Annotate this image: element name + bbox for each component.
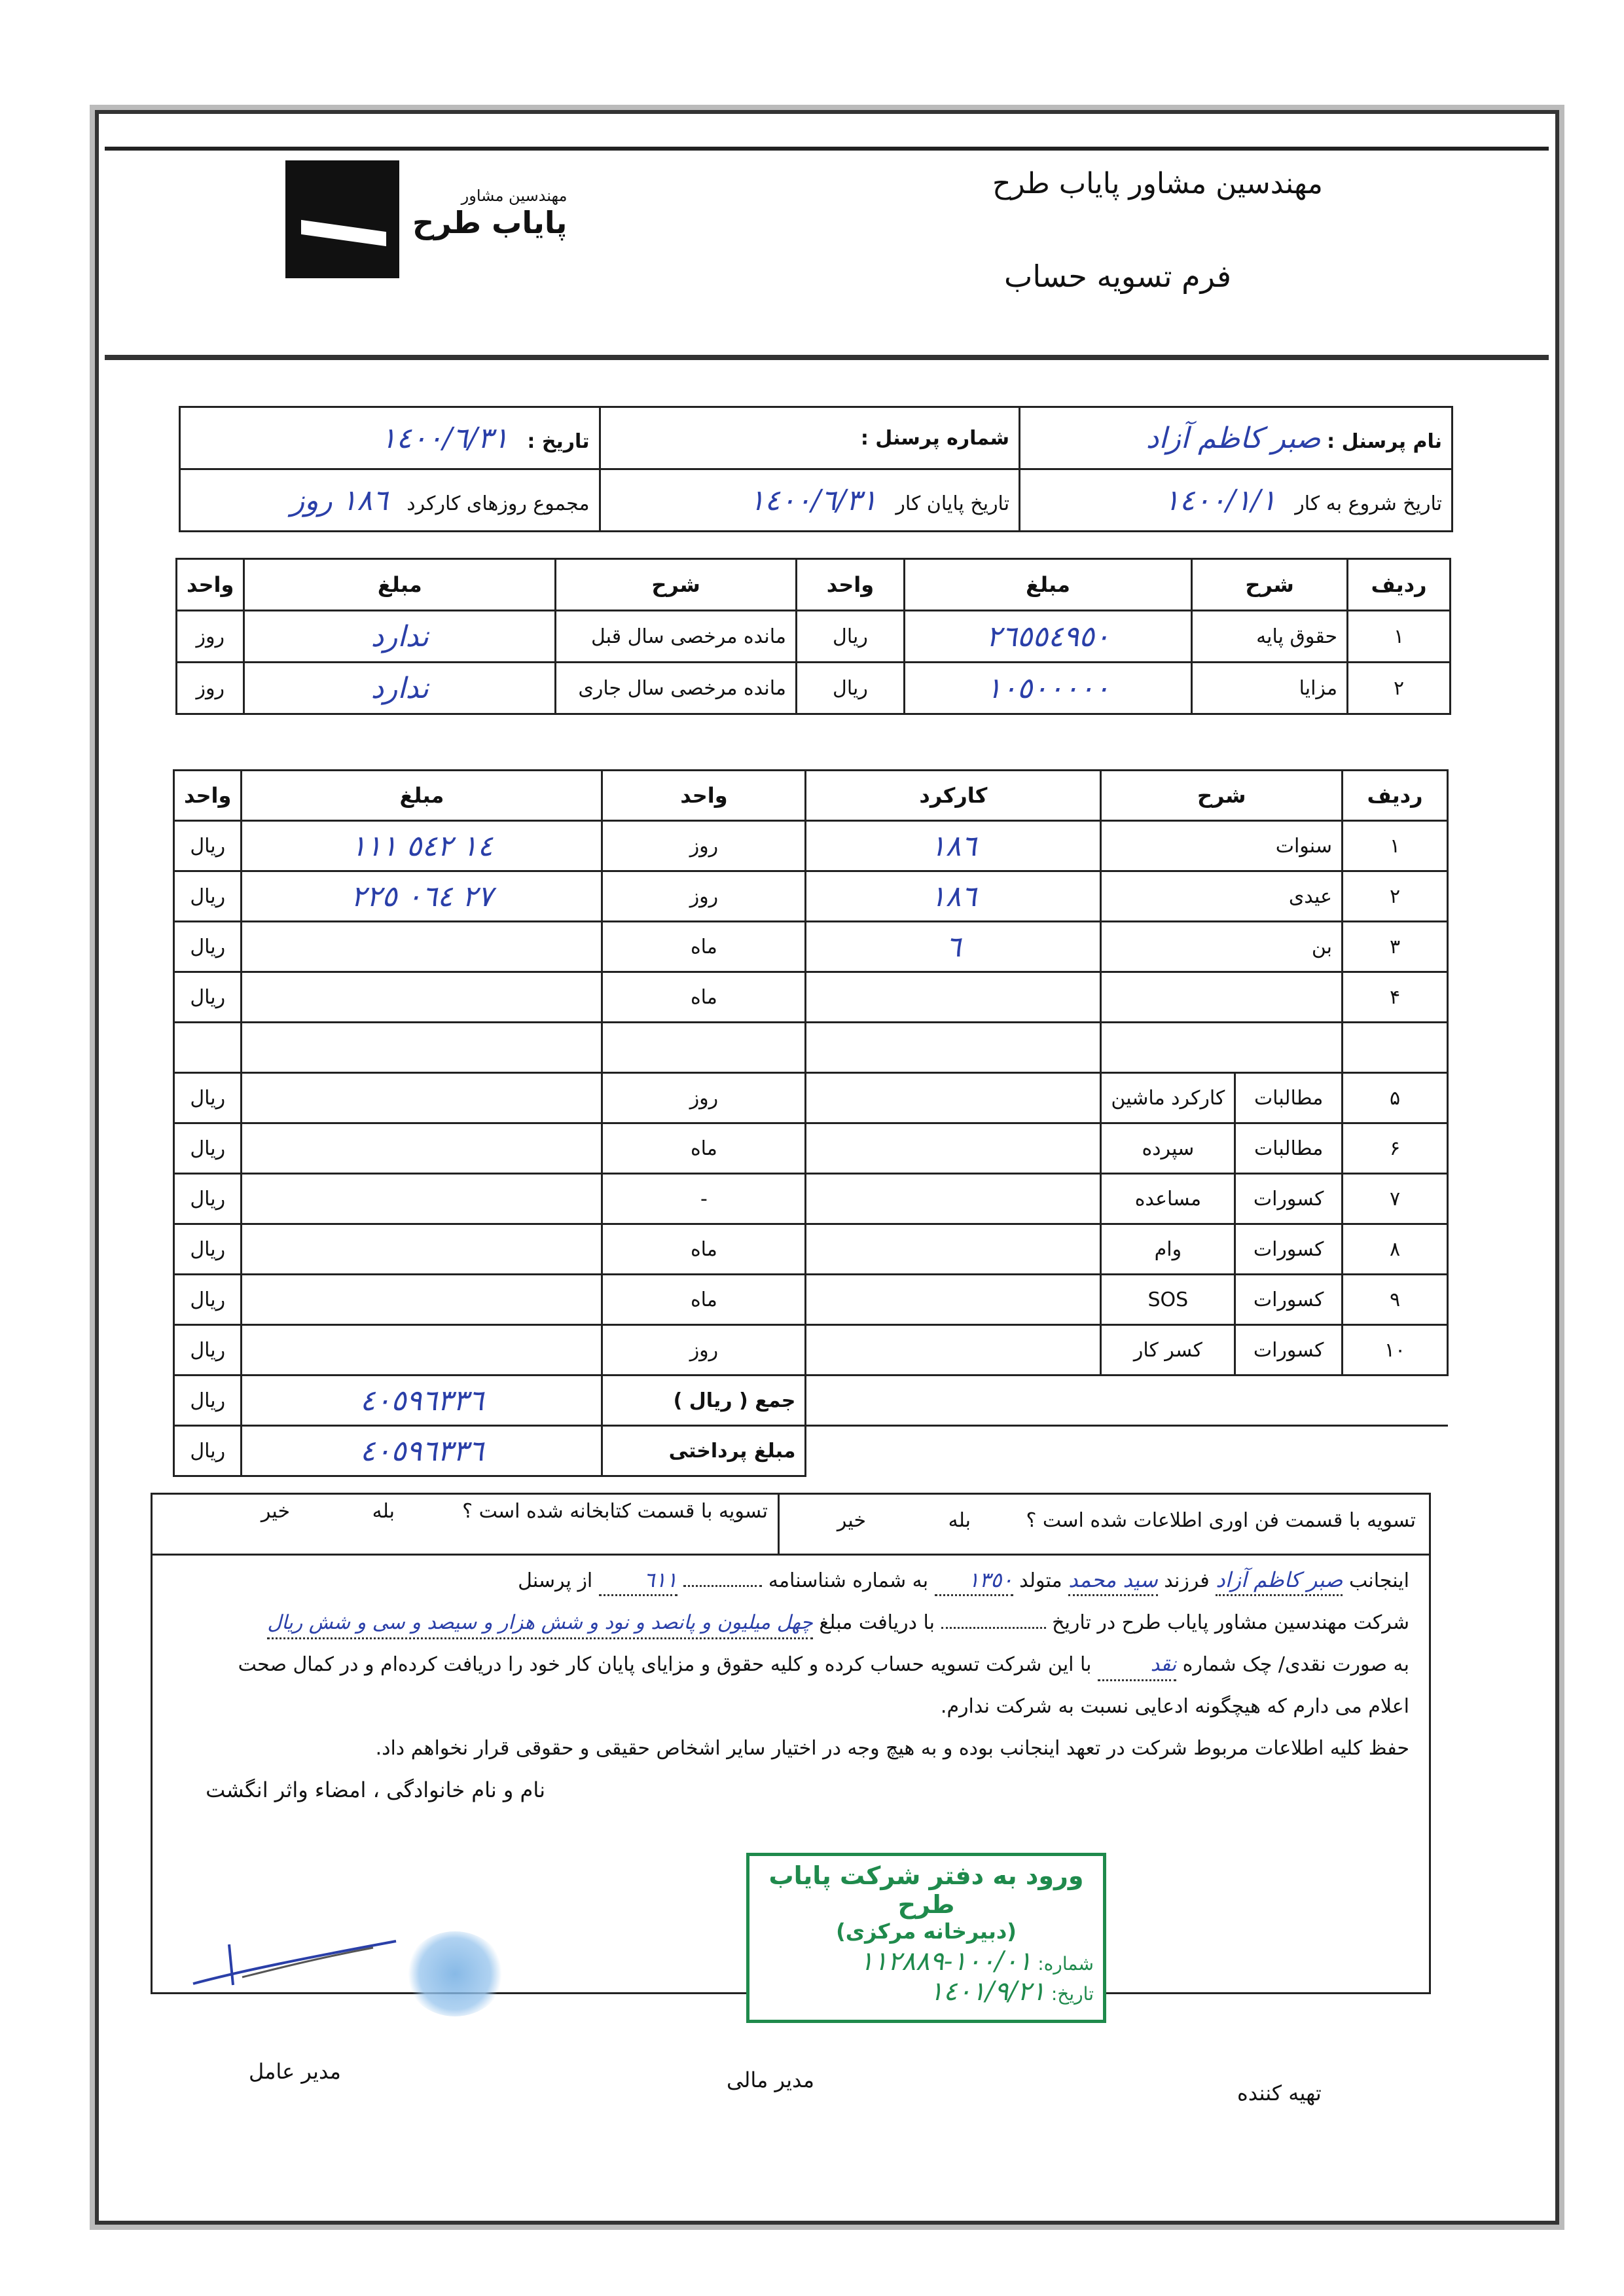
row-work — [806, 1073, 1101, 1123]
table-row — [174, 1123, 1448, 1174]
row-work: ١٨٦ — [806, 871, 1101, 922]
total-row-value: ٤٠٥٩٦٣٣٦ — [242, 1376, 602, 1426]
row-no: ١ — [1343, 821, 1448, 871]
row-unit: ماه — [602, 1123, 806, 1174]
row-unit-2: ریال — [174, 972, 242, 1023]
paid-row-value: ٤٠٥٩٦٣٣٦ — [242, 1426, 602, 1476]
total-row-unit: ریال — [174, 1376, 242, 1426]
total-row-label: جمع ( ریال ) — [602, 1376, 806, 1426]
row-unit: روز — [602, 821, 806, 871]
row-amount-2: ندارد — [244, 663, 556, 714]
row-no — [1343, 1023, 1448, 1073]
row-no: ٢ — [1348, 663, 1451, 714]
row-desc: سپرده — [1101, 1123, 1235, 1174]
library-clearance-question: تسویه با قسمت کتابخانه شده است ؟ — [462, 1500, 768, 1523]
row-unit — [602, 1023, 806, 1073]
stamp-subtitle: (دبیرخانه مرکزی) — [836, 1919, 1017, 1944]
row-amount — [242, 922, 602, 972]
row-unit: ماه — [602, 972, 806, 1023]
header-desc: شرح — [1192, 559, 1348, 611]
row-desc: سنوات — [1101, 821, 1343, 871]
row-unit: ماه — [602, 1275, 806, 1325]
personnel-info-table — [179, 406, 1453, 532]
row-work — [806, 1023, 1101, 1073]
paid-row-unit: ریال — [174, 1426, 242, 1476]
row-unit-2: روز — [177, 611, 244, 663]
company-logo-icon — [285, 160, 399, 278]
library-no-option[interactable]: خیر — [261, 1500, 290, 1523]
row-desc: بن — [1101, 922, 1343, 972]
statement-line-3: به صورت نقدی/ چک شماره نقد با این شرکت تسویه حساب کرده و کلیه حقوق و مزایای پایان کار خود را دریافت کرده‌ام و در کمال صحت — [179, 1644, 1409, 1686]
total-row — [174, 1376, 1448, 1426]
row-work — [806, 1325, 1101, 1376]
start-date-cell: تاریخ شروع به کار ١٤٠٠/١/١ — [1020, 469, 1453, 532]
row-no: ١٠ — [1343, 1325, 1448, 1376]
row-unit: ریال — [796, 663, 904, 714]
stamp-title: ورود به دفتر شرکت پایاب طرح — [768, 1861, 1084, 1919]
signature-icon — [190, 1938, 399, 1987]
row-unit-2: ریال — [174, 821, 242, 871]
it-yes-option[interactable]: بله — [948, 1509, 971, 1532]
header-unit: واحد — [602, 771, 806, 821]
table-row — [174, 1174, 1448, 1224]
paid-row — [174, 1426, 1448, 1476]
row-desc-2: مانده مرخصی سال قبل — [556, 611, 797, 663]
row-amount — [242, 1023, 602, 1073]
header-unit: واحد — [796, 559, 904, 611]
stamp-date: تاریخ: ١٤٠١/٩/٢١ — [929, 1977, 1094, 2007]
row-category: کسورات — [1235, 1174, 1343, 1224]
row-unit: روز — [602, 871, 806, 922]
row-unit: روز — [602, 1073, 806, 1123]
table-row — [174, 871, 1448, 922]
row-desc: مزایا — [1192, 663, 1348, 714]
header-desc: شرح — [1101, 771, 1343, 821]
name-cell: نام پرسنل : صبر کاظم آزاد — [1020, 407, 1453, 469]
row-unit: روز — [602, 1325, 806, 1376]
paid-row-label: مبلغ پرداختی — [602, 1426, 806, 1476]
row-unit: - — [602, 1174, 806, 1224]
row-desc: حقوق پایه — [1192, 611, 1348, 663]
table-row — [177, 663, 1451, 714]
row-amount — [242, 1073, 602, 1123]
row-work — [806, 1275, 1101, 1325]
row-unit-2: روز — [177, 663, 244, 714]
row-amount-2: ندارد — [244, 611, 556, 663]
row-no: ۵ — [1343, 1073, 1448, 1123]
header-unit-2: واحد — [177, 559, 244, 611]
row-unit-2: ریال — [174, 1275, 242, 1325]
finance-signature-label: مدیر مالی — [727, 2068, 814, 2092]
row-desc: SOS — [1101, 1275, 1235, 1325]
it-no-option[interactable]: خیر — [837, 1509, 866, 1532]
table-row — [174, 1224, 1448, 1275]
row-unit-2: ریال — [174, 1325, 242, 1376]
header-row-no: ردیف — [1343, 771, 1448, 821]
row-unit: ماه — [602, 922, 806, 972]
row-amount — [242, 972, 602, 1023]
row-amount — [242, 1275, 602, 1325]
row-no: ٣ — [1343, 922, 1448, 972]
stamp-number: شماره: ١٠٠/٠١-١١٢٨٨٩ — [859, 1946, 1094, 1977]
table-row — [174, 972, 1448, 1023]
row-work — [806, 1224, 1101, 1275]
library-yes-option[interactable]: بله — [372, 1500, 395, 1523]
row-amount: ١٤ ٥٤٢ ١١١ — [242, 821, 602, 871]
empty-cell — [806, 1426, 1448, 1476]
row-desc-2: مانده مرخصی سال جاری — [556, 663, 797, 714]
date-cell: تاریخ : ١٤٠٠/٦/٣١ — [180, 407, 600, 469]
row-amount — [242, 1325, 602, 1376]
row-unit-2: ریال — [174, 871, 242, 922]
preparer-signature-label: تهیه کننده — [1237, 2081, 1322, 2105]
company-name: مهندسین مشاور پایاب طرح — [992, 167, 1323, 200]
table-row — [174, 1023, 1448, 1073]
form-title: فرم تسویه حساب — [1004, 259, 1231, 294]
header-amount: مبلغ — [242, 771, 602, 821]
row-desc: وام — [1101, 1224, 1235, 1275]
table-row — [174, 922, 1448, 972]
table-row — [177, 611, 1451, 663]
row-unit: ماه — [602, 1224, 806, 1275]
row-no: ١ — [1348, 611, 1451, 663]
row-no: ٧ — [1343, 1174, 1448, 1224]
row-work — [806, 1123, 1101, 1174]
statement-line-1: اینجانب صبر کاظم آزاد فرزند سید محمد متولد ١٣٥٠ به شماره شناسنامه ٦١١ از پرسنل — [179, 1560, 1409, 1602]
row-category: کسورات — [1235, 1275, 1343, 1325]
row-category: مطالبات — [1235, 1073, 1343, 1123]
row-category: کسورات — [1235, 1325, 1343, 1376]
row-no: ۶ — [1343, 1123, 1448, 1174]
row-desc — [1101, 1023, 1343, 1073]
empty-cell — [806, 1376, 1448, 1426]
it-clearance-question: تسویه با قسمت فن اوری اطلاعات شده است ؟ — [1026, 1509, 1416, 1532]
header-work: کارکرد — [806, 771, 1101, 821]
settlement-table — [173, 769, 1449, 1477]
row-no: ٩ — [1343, 1275, 1448, 1325]
table-row — [174, 1073, 1448, 1123]
logo-text: مهندسین مشاور پایاب طرح — [412, 187, 568, 240]
row-amount: ١٠٥٠٠٠٠٠ — [904, 663, 1191, 714]
statement-line-5: حفظ کلیه اطلاعات مربوط شرکت در تعهد اینجانب بوده و به هیچ وجه در اختیار سایر اشخاص حقیقی و حقوقی قرار نخواهم داد. — [375, 1737, 1409, 1760]
ceo-signature-label: مدیر عامل — [249, 2059, 341, 2084]
row-amount — [242, 1174, 602, 1224]
row-unit-2: ریال — [174, 1174, 242, 1224]
row-category: مطالبات — [1235, 1123, 1343, 1174]
signature-label: نام و نام خانوادگی ، امضاء واثر انگشت — [206, 1777, 545, 1802]
end-date-cell: تاریخ پایان کار ١٤٠٠/٦/٣١ — [600, 469, 1020, 532]
row-unit-2: ریال — [174, 922, 242, 972]
row-unit-2: ریال — [174, 1224, 242, 1275]
row-unit-2: ریال — [174, 1123, 242, 1174]
header-unit-2: واحد — [174, 771, 242, 821]
salary-table — [175, 558, 1451, 715]
header-amount-2: مبلغ — [244, 559, 556, 611]
row-desc: مساعده — [1101, 1174, 1235, 1224]
row-unit-2 — [174, 1023, 242, 1073]
header-amount: مبلغ — [904, 559, 1191, 611]
row-no: ٢ — [1343, 871, 1448, 922]
table-row — [174, 1325, 1448, 1376]
row-desc: کسر کار — [1101, 1325, 1235, 1376]
row-no: ٨ — [1343, 1224, 1448, 1275]
personnel-no-cell: شماره پرسنل : — [600, 407, 1020, 469]
fingerprint-icon — [406, 1931, 504, 2016]
table-row — [174, 821, 1448, 871]
clearance-row — [153, 1495, 1429, 1556]
row-amount — [242, 1123, 602, 1174]
registry-stamp — [746, 1853, 1106, 2023]
statement-line-2: شرکت مهندسین مشاور پایاب طرح در تاریخ با دریافت مبلغ چهل میلیون و پانصد و نود و شش هزار و سیصد و سی و شش ریال — [179, 1602, 1409, 1644]
row-amount: ٢٧ ٠٦٤ ٢٢٥ — [242, 871, 602, 922]
row-amount: ٢٦٥٥٤٩٥٠ — [904, 611, 1191, 663]
row-desc: عیدی — [1101, 871, 1343, 922]
work-days-cell: مجموع روزهای کارکرد ١٨٦ روز — [180, 469, 600, 532]
row-work: ٦ — [806, 922, 1101, 972]
statement-line-4: اعلام می دارم که هیچگونه ادعایی نسبت به شرکت ندارم. — [940, 1695, 1409, 1718]
row-unit: ریال — [796, 611, 904, 663]
row-amount — [242, 1224, 602, 1275]
row-unit-2: ریال — [174, 1073, 242, 1123]
header-row-no: ردیف — [1348, 559, 1451, 611]
row-desc — [1101, 972, 1343, 1023]
header-desc-2: شرح — [556, 559, 797, 611]
row-no: ۴ — [1343, 972, 1448, 1023]
statement-text — [179, 1560, 1409, 1802]
table-row — [174, 1275, 1448, 1325]
row-category: کسورات — [1235, 1224, 1343, 1275]
row-work: ١٨٦ — [806, 821, 1101, 871]
row-work — [806, 972, 1101, 1023]
row-desc: کارکرد ماشین — [1101, 1073, 1235, 1123]
row-work — [806, 1174, 1101, 1224]
